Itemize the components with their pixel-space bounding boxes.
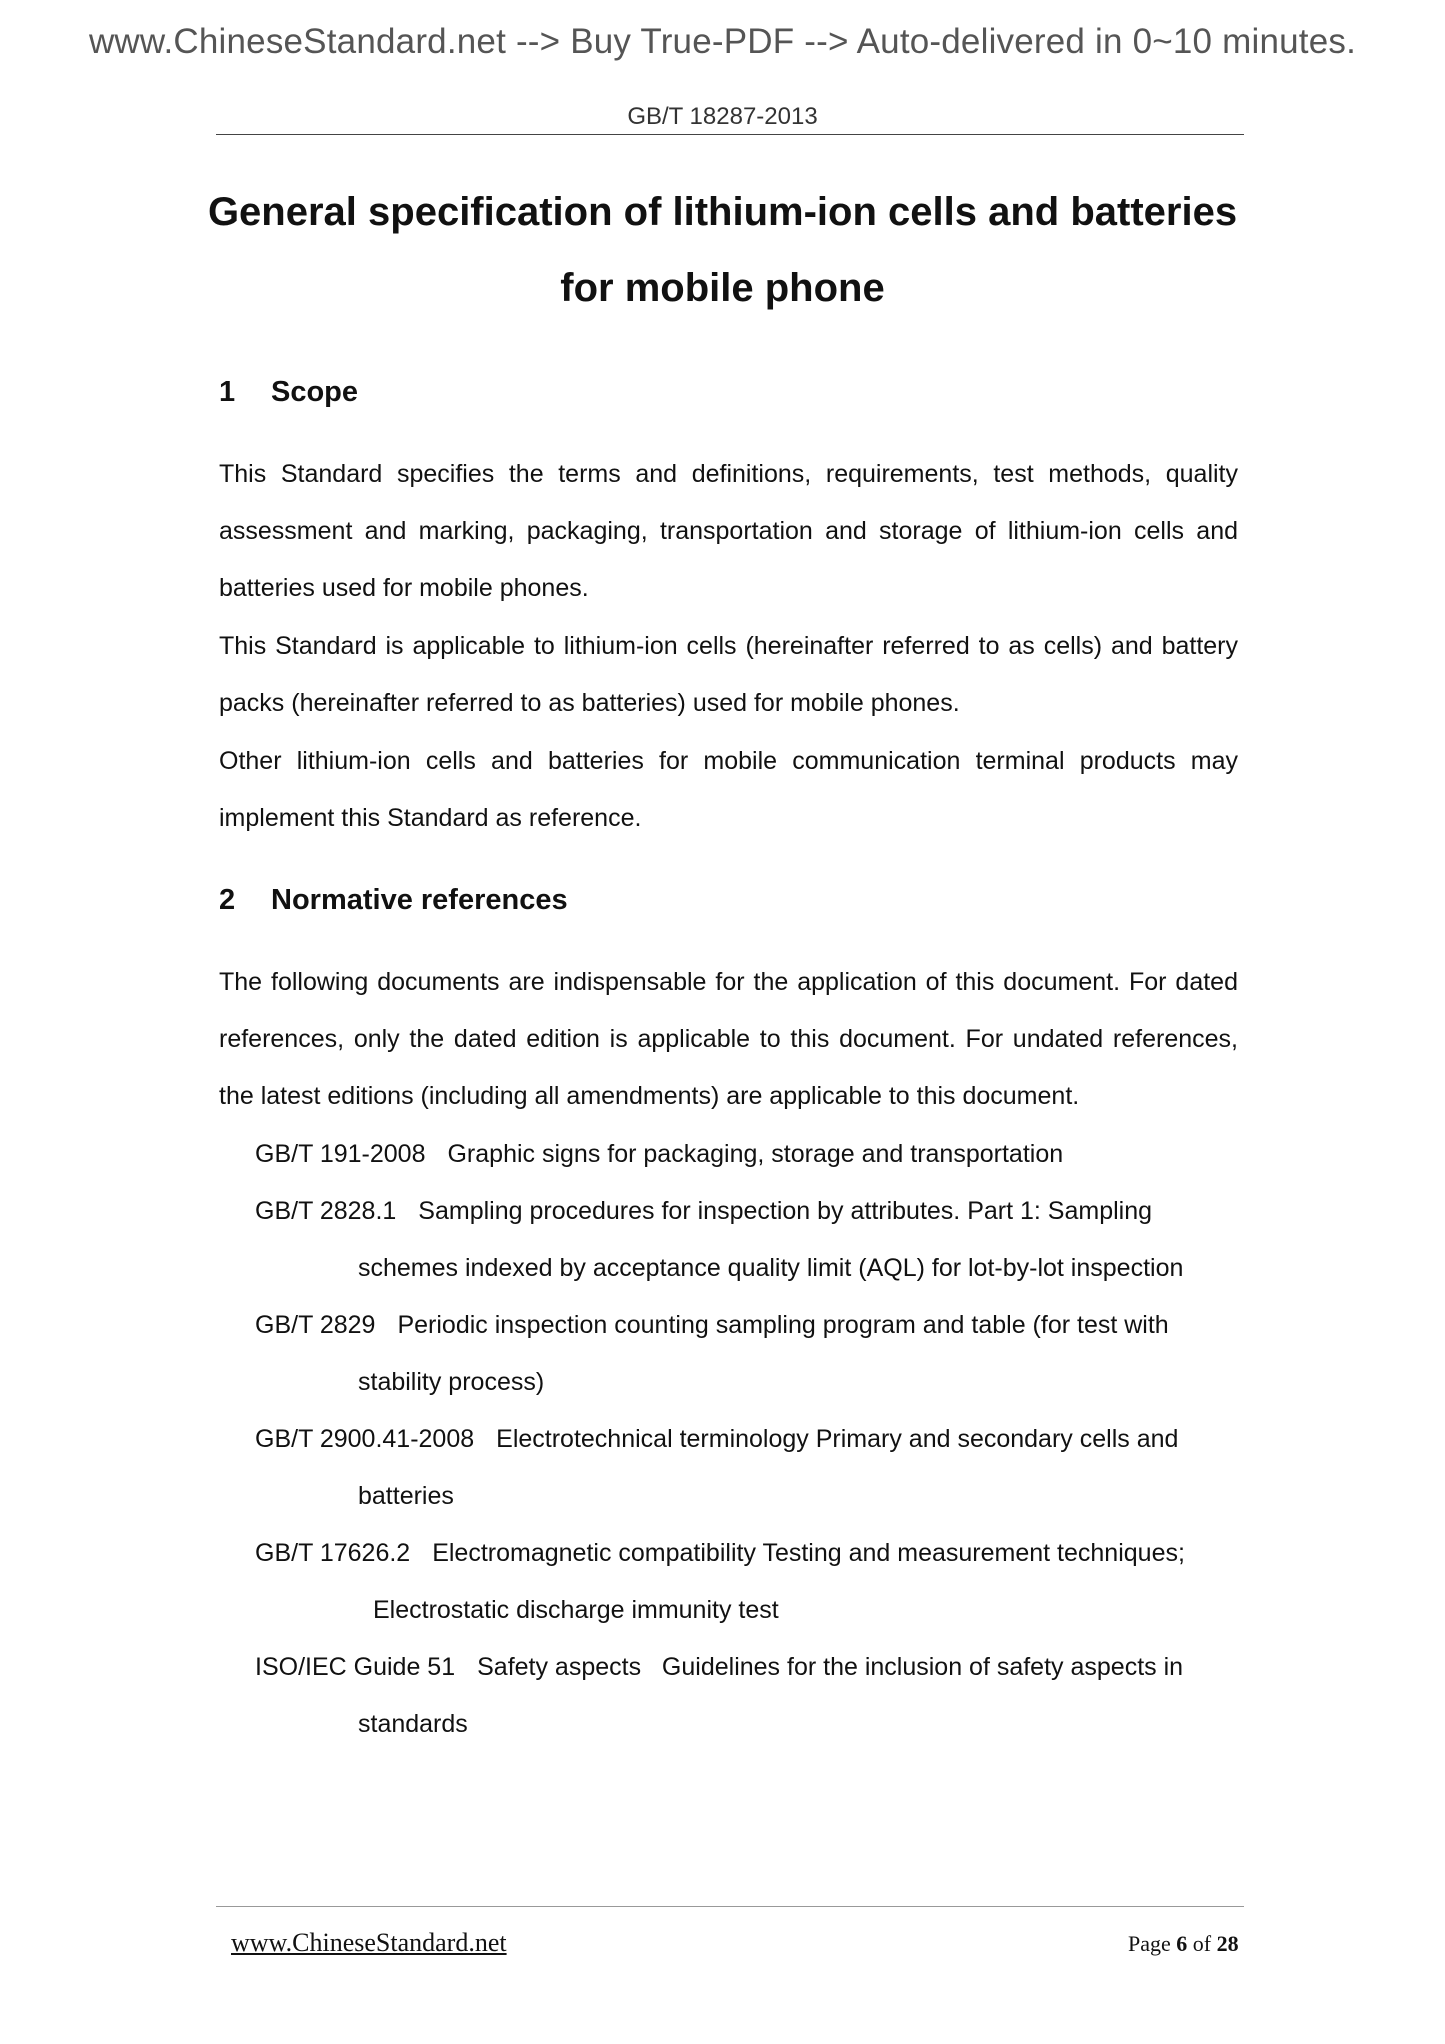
page-number <box>1128 1931 1239 1957</box>
footer-site-link[interactable]: www.ChineseStandard.net <box>231 1928 507 1957</box>
total-pages: 28 <box>1216 1931 1239 1956</box>
reference-title: Periodic inspection counting sampling program and table (for test with <box>397 1311 1169 1339</box>
document-title-line-2: for mobile phone <box>560 266 885 310</box>
reference-code: GB/T 17626.2 <box>255 1539 411 1567</box>
footer-rule <box>216 1906 1244 1907</box>
reference-title-continuation: schemes indexed by acceptance quality limit (AQL) for lot-by-lot inspection <box>358 1254 1184 1282</box>
reference-title-continuation: standards <box>358 1710 468 1738</box>
reference-item <box>255 1297 1238 1411</box>
top-banner: www.ChineseStandard.net --> Buy True-PDF --> Auto-delivered in 0~10 minutes. <box>88 22 1357 61</box>
document-title-line-1: General specification of lithium-ion cells and batteries <box>207 190 1238 234</box>
page-of: of <box>1192 1931 1212 1956</box>
scope-paragraph-1: This Standard specifies the terms and definitions, requirements, test methods, quality assessment and marking, packaging, transportation and storage of lithium-ion cells and batteries used for mobile phones. <box>219 460 1238 602</box>
header-rule <box>216 134 1244 135</box>
reference-code: GB/T 191-2008 <box>255 1140 426 1168</box>
section-title: Scope <box>271 376 359 408</box>
reference-title-continuation: batteries <box>358 1482 454 1510</box>
standard-code: GB/T 18287-2013 <box>627 103 818 130</box>
reference-item <box>255 1525 1238 1639</box>
reference-title: Electromagnetic compatibility Testing and measurement techniques; <box>432 1539 1185 1567</box>
reference-title: Graphic signs for packaging, storage and transportation <box>447 1140 1064 1168</box>
scope-paragraph-3: Other lithium-ion cells and batteries for mobile communication terminal products may implement this Standard as reference. <box>219 747 1238 832</box>
reference-code: GB/T 2829 <box>255 1311 376 1339</box>
section-number: 1 <box>219 376 236 408</box>
section-2-heading <box>219 884 568 917</box>
reference-title: Electrotechnical terminology Primary and secondary cells and <box>496 1425 1179 1453</box>
reference-item <box>255 1639 1238 1753</box>
current-page: 6 <box>1176 1931 1188 1956</box>
reference-title-continuation: Electrostatic discharge immunity test <box>373 1596 779 1624</box>
reference-title-continuation: stability process) <box>358 1368 545 1396</box>
reference-code: GB/T 2828.1 <box>255 1197 397 1225</box>
page-label: Page <box>1128 1931 1171 1956</box>
scope-paragraph-2: This Standard is applicable to lithium-ion cells (hereinafter referred to as cells) and battery packs (hereinafter referred to as batteries) used for mobile phones. <box>219 632 1238 717</box>
reference-code: ISO/IEC Guide 51 <box>255 1653 456 1681</box>
section-1-heading <box>219 376 358 409</box>
reference-title: Sampling procedures for inspection by attributes. Part 1: Sampling <box>418 1197 1153 1225</box>
section-title: Normative references <box>271 884 568 916</box>
reference-item <box>255 1411 1238 1525</box>
reference-title: Safety aspects Guidelines for the inclusion of safety aspects in <box>477 1653 1184 1681</box>
references-intro-paragraph: The following documents are indispensable for the application of this document. For dated references, only the dated edition is applicable to this document. For undated references, the latest editions (including all amendments) are applicable to this document. <box>219 968 1238 1110</box>
section-number: 2 <box>219 884 236 916</box>
reference-item <box>255 1126 1238 1183</box>
reference-item <box>255 1183 1238 1297</box>
reference-code: GB/T 2900.41-2008 <box>255 1425 475 1453</box>
